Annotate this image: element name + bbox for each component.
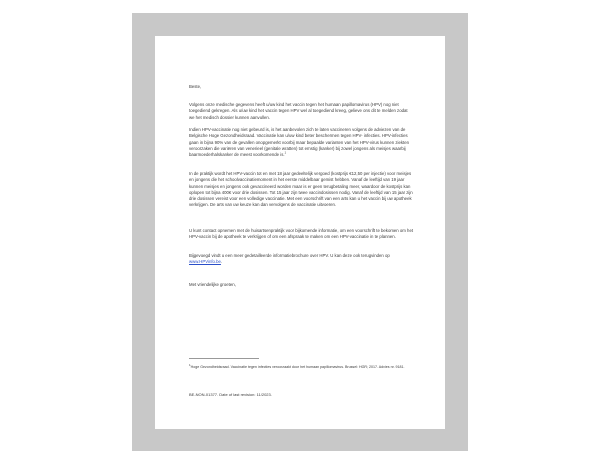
- greeting: Beste,: [189, 84, 202, 89]
- paragraph-vaccination-status: Volgens onze medische gegevens heeft u/uw kind het vaccin tegen het humaan papillomavirus (HPV) nog niet toegediend gekregen. Als u/uw kind het vaccin tegen HPV wel al toegediend kreeg, gelieve ons dit te melden zodat we het medisch dossier kunnen aanvullen.: [189, 102, 408, 120]
- brochure-text: Bijgevoegd vindt u een meer gedetailleerde informatiebrochure over HPV. U kan deze ook terugvinden op: [189, 253, 390, 258]
- paragraph-brochure: [189, 253, 414, 266]
- paragraph-contact: U kunt contact opnemen met de huisartsenpraktijk voor bijkomende informatie, om een voorschrift te bekomen om het HPV-vaccin bij de apotheek te verkrijgen of om een afspraak te maken om een HPV-vaccinatie in te plannen.: [189, 228, 414, 240]
- paragraph-costs: In de praktijk wordt het HPV-vaccin tot en met 18 jaar gedeeltelijk vergoed (kostprijs €12,50 per injectie) voor meisjes en jongens die het schoolvaccinatiemoment in het eerste middelbaar gemist hebben. Vanaf de leeftijd van 19 jaar kunnen meisjes en jongens ook gevaccineerd worden maar is er geen terugbetaling meer, waardoor de kostprijs kan oplopen tot bijna 400€ voor drie dosissen. Tot 15 jaar zijn twee vaccindosissen nodig. Vanaf de leeftijd van 15 jaar zijn drie dosissen vereist voor een volledige vaccinatie. Met een voorschrift van een arts kan u het vaccin bij uw apotheek verkrijgen. De arts van uw keuze kan dan vervolgens de vaccinatie uitvoeren.: [189, 171, 413, 208]
- footnote-number: 1: [189, 363, 191, 367]
- footnote-text: Hoge Gezondheidsraad. Vaccinatie tegen infecties veroorzaakt door het humaan papillomavirus. Brussel: HGR; 2017. Advies nr. 9181.: [190, 365, 405, 370]
- brochure-suffix: .: [220, 259, 223, 265]
- document-code: BE-NON-01377. Date of last revision: 11/2023.: [189, 392, 272, 397]
- letter-page: [155, 36, 445, 429]
- footnote: [189, 365, 414, 371]
- footnote-divider: [189, 358, 259, 359]
- paragraph-recommendation-text: Indien HPV-vaccinatie nog niet gebeurd is, is het aanbevolen zich te laten vaccineren volgens de adviezen van de Belgische Hoge Gezondheidsraad. Vaccinatie kan u/uw kind beter beschermen tegen HPV- infecties. HPV-infecties gaan in bijna 90% van de gevallen onopgemerkt voorbij maar bepaalde varianten van het HPV-virus kunnen ziekten veroorzaken die variëren van venerieel (genitale wratten) tot ernstig (kanker) bij zowel jongens als meisjes waarbij baarmoederhalskanker de meest voorkomende is.: [189, 127, 409, 158]
- hpvinfo-link[interactable]: www.HPVinfo.be: [189, 259, 221, 265]
- footnote-reference: 1: [284, 150, 287, 155]
- paragraph-recommendation: [189, 127, 414, 158]
- closing: Met vriendelijke groeten,: [189, 282, 236, 287]
